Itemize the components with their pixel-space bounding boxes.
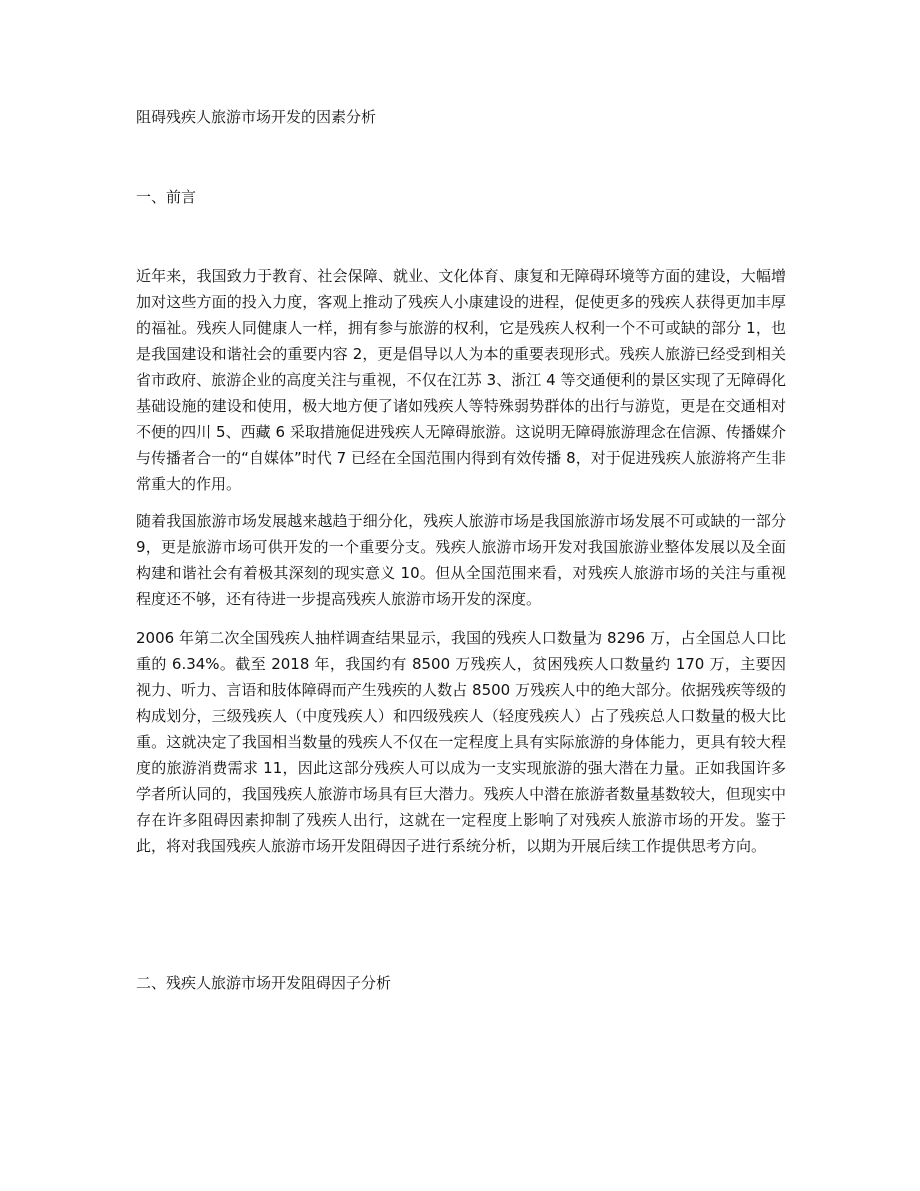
section-heading-preface: 一、前言 bbox=[136, 188, 197, 206]
document-title: 阻碍残疾人旅游市场开发的因素分析 bbox=[136, 108, 377, 126]
section-heading-analysis: 二、残疾人旅游市场开发阻碍因子分析 bbox=[136, 974, 392, 992]
paragraph: 2006 年第二次全国残疾人抽样调查结果显示，我国的残疾人口数量为 8296 万，占全国总人口比重的 6.34%。截至 2018 年，我国约有 8500 万残疾人，贫困残疾人口数量约 170 万，主要因视力、听力、言语和肢体障碍而产生残疾的人数占 8500 万残疾人中的绝大部分。依据残疾等级的构成划分，三级残疾人（中度残疾人）和四级残疾人（轻度残疾人）占了残疾总人口数量的极大比重。这就决定了我国相当数量的残疾人不仅在一定程度上具有实际旅游的身体能力，更具有较大程度的旅游消费需求 11，因此这部分残疾人可以成为一支实现旅游的强大潜在力量。正如我国许多学者所认同的，我国残疾人旅游市场具有巨大潜力。残疾人中潜在旅游者数量基数较大，但现实中存在许多阻碍因素抑制了残疾人出行，这就在一定程度上影响了对残疾人旅游市场的开发。鉴于此，将对我国残疾人旅游市场开发阻碍因子进行系统分析，以期为开展后续工作提供思考方向。 bbox=[136, 629, 786, 855]
paragraph: 随着我国旅游市场发展越来越趋于细分化，残疾人旅游市场是我国旅游市场发展不可或缺的一部分 9，更是旅游市场可供开发的一个重要分支。残疾人旅游市场开发对我国旅游业整体发展以及全面构建和谐社会有着极其深刻的现实意义 10。但从全国范围来看，对残疾人旅游市场的关注与重视程度还不够，还有待进一步提高残疾人旅游市场开发的深度。 bbox=[136, 512, 786, 608]
paragraph: 近年来，我国致力于教育、社会保障、就业、文化体育、康复和无障碍环境等方面的建设，大幅增加对这些方面的投入力度，客观上推动了残疾人小康建设的进程，促使更多的残疾人获得更加丰厚的福祉。残疾人同健康人一样，拥有参与旅游的权利，它是残疾人权利一个不可或缺的部分 1，也是我国建设和谐社会的重要内容 2，更是倡导以人为本的重要表现形式。残疾人旅游已经受到相关省市政府、旅游企业的高度关注与重视，不仅在江苏 3、浙江 4 等交通便利的景区实现了无障碍化基础设施的建设和使用，极大地方便了诸如残疾人等特殊弱势群体的出行与游览，更是在交通相对不便的四川 5、西藏 6 采取措施促进残疾人无障碍旅游。这说明无障碍旅游理念在信源、传播媒介与传播者合一的“自媒体”时代 7 已经在全国范围内得到有效传播 8，对于促进残疾人旅游将产生非常重大的作用。 bbox=[136, 267, 786, 493]
